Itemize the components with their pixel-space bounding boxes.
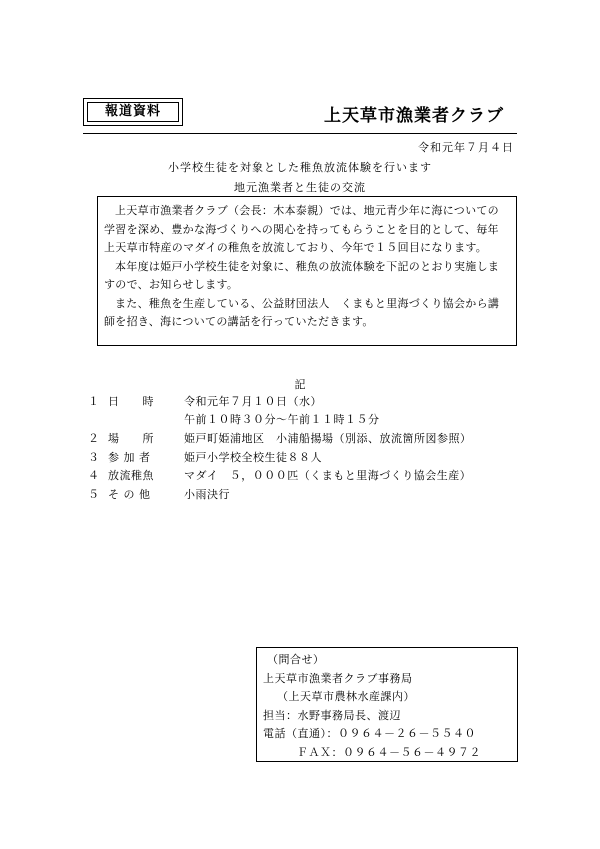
club-name-heading: 上天草市漁業者クラブ	[324, 106, 504, 126]
press-release-label: 報道資料	[87, 102, 179, 122]
item-key: 場 所	[108, 432, 154, 445]
item-location	[88, 430, 472, 446]
summary-box	[97, 196, 517, 346]
item-other	[88, 486, 230, 502]
item-number: ５	[88, 488, 100, 501]
item-time-range: 午前１０時３０分～午前１１時１５分	[184, 413, 380, 426]
item-value: 令和元年７月１０日（水）	[184, 395, 322, 408]
item-number: １	[88, 395, 100, 408]
press-release-label-box	[83, 98, 183, 126]
item-key: 日 時	[108, 395, 154, 408]
contact-box	[256, 647, 518, 762]
item-participants	[88, 449, 322, 465]
item-value: 小雨決行	[184, 488, 230, 501]
item-key: 参 加 者	[108, 451, 151, 464]
release-date: 令和元年７月４日	[418, 141, 514, 154]
item-value: 姫戸小学校全校生徒８８人	[184, 451, 322, 464]
contact-phone: 電話（直通）：０９６４－２６－５５４０	[263, 727, 476, 741]
contact-heading: （問合せ）	[267, 653, 325, 666]
item-number: ３	[88, 451, 100, 464]
item-fry	[88, 467, 471, 483]
summary-paragraph-2: 本年度は姫戸小学校生徒を対象に、稚魚の放流体験を下記のとおり実施しますので、お知らせします。	[104, 259, 500, 291]
item-value: マダイ ５，０００匹（くまもと里海づくり協会生産）	[184, 469, 472, 482]
contact-person: 担当：水野事務局長、渡辺	[263, 708, 401, 722]
contact-fax: ＦＡＸ：０９６４－５６－４９７２	[297, 745, 481, 759]
contact-office: 上天草市漁業者クラブ事務局	[263, 671, 413, 685]
item-value: 姫戸町姫浦地区 小浦船揚場（別添、放流箇所図参照）	[184, 432, 472, 445]
summary-paragraph-1: 上天草市漁業者クラブ（会長：木本泰親）では、地元青少年に海についての学習を深め、豊かな海づくりへの関心を持ってもらうことを目的として、毎年上天草市特産のマダイの稚魚を放流しており、今年で１５回目になります。	[104, 204, 499, 254]
contact-department: （上天草市農林水産課内）	[277, 690, 415, 704]
item-key: そ の 他	[108, 488, 151, 501]
notice-heading: 記	[294, 378, 306, 391]
header-rule	[83, 133, 517, 134]
item-key: 放流稚魚	[108, 469, 154, 482]
document-subtitle: 地元漁業者と生徒の交流	[234, 181, 366, 194]
summary-paragraph-3: また、稚魚を生産している、公益財団法人 くまもと里海づくり協会から講師を招き、海についての講話を行っていただきます。	[104, 296, 500, 328]
document-title: 小学校生徒を対象とした稚魚放流体験を行います	[168, 161, 432, 174]
item-number: ２	[88, 432, 100, 445]
item-number: ４	[88, 469, 100, 482]
item-datetime	[88, 393, 322, 409]
